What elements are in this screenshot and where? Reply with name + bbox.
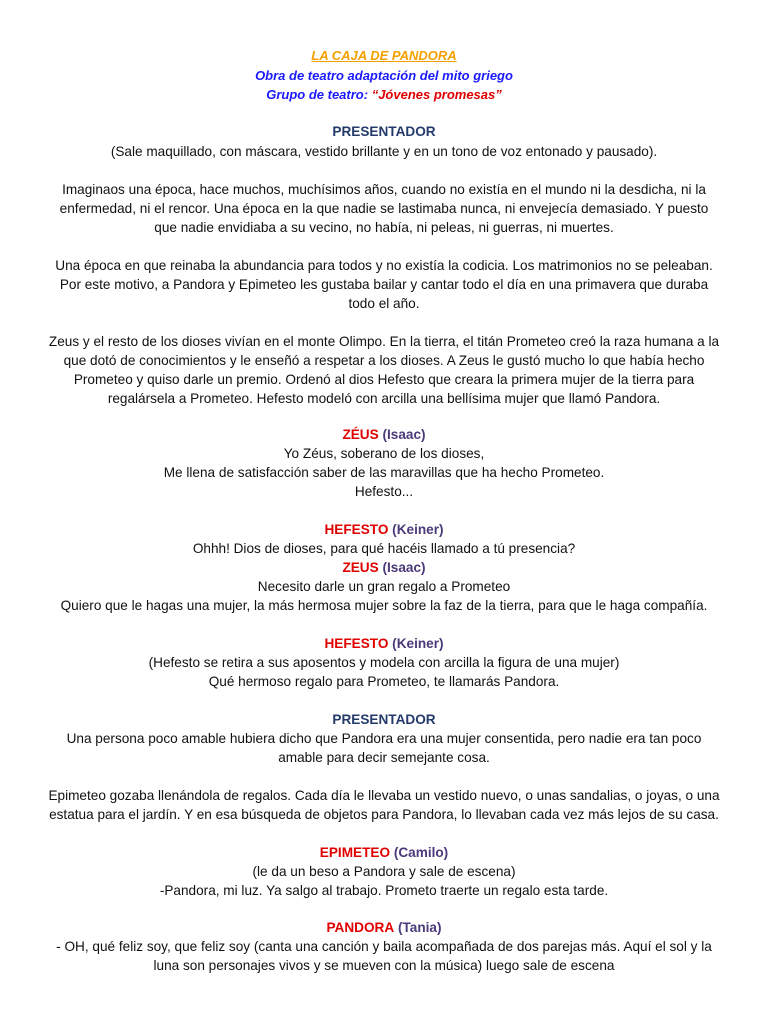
narration-line: Prometeo y quiso darle un premio. Ordenó al dios Hefesto que creara la primera mujer de la tierra para [73,372,695,387]
actor-name: (Camilo) [393,845,449,860]
stage-direction: (Sale maquillado, con máscara, vestido brillante y en un tono de voz entonado y pausado). [110,144,658,159]
actor-name: (Tania) [397,920,442,935]
narration-line: amable para decir semejante cosa. [278,750,490,765]
actor-name: (Isaac) [382,427,426,442]
actor-name: (Keiner) [392,522,444,537]
speaker-heading [0,710,768,729]
dialogue-line: Me llena de satisfacción saber de las maravillas que ha hecho Prometeo. [163,465,605,480]
speaker-name: HEFESTO [324,636,389,651]
dialogue-line: Necesito darle un gran regalo a Prometeo [257,579,511,594]
dialogue-line: Qué hermoso regalo para Prometeo, te llamarás Pandora. [208,674,560,689]
speaker-heading [0,122,768,141]
speaker-name: PRESENTADOR [332,124,436,139]
actor-name: (Keiner) [392,636,444,651]
narration-line: Zeus y el resto de los dioses vivían en el monte Olimpo. En la tierra, el titán Prometeo creó la raza humana a la [48,334,720,349]
theater-group-line [0,85,768,104]
narration-line: estatua para el jardín. Y en esa búsqueda de objetos para Pandora, lo llevaban cada vez más lejos de su casa. [49,807,719,822]
speaker-name: HEFESTO [324,522,389,537]
speaker-name: EPIMETEO [319,845,391,860]
narration-line: Por este motivo, a Pandora y Epimeteo les gustaba bailar y cantar todo el día en una primavera que duraba [59,277,709,292]
speaker-heading [0,520,768,539]
stage-direction: (Hefesto se retira a sus aposentos y modela con arcilla la figura de una mujer) [148,655,620,670]
document-subtitle: Obra de teatro adaptación del mito griego [255,68,513,83]
actor-name: (Isaac) [382,560,426,575]
speaker-heading [0,634,768,653]
dialogue-line: luna son personajes vivos y se mueven con la música) luego sale de escena [153,958,615,973]
narration-line: que dotó de conocimientos y le enseñó a respetar a los dioses. A Zeus le gustó mucho lo que había hecho [63,353,705,368]
theater-group-prefix: Grupo de teatro: [266,87,372,102]
narration-line: enfermedad, ni el rencor. Una época en la que nadie se lastimaba nunca, ni envejecía demasiado. Y puesto [59,201,709,216]
speaker-name: ZEUS [342,560,379,575]
narration-line: Una época en que reinaba la abundancia para todos y no existía la codicia. Los matrimonios no se peleaban. [55,258,713,273]
dialogue-line: -Pandora, mi luz. Ya salgo al trabajo. Prometo traerte un regalo esta tarde. [159,883,609,898]
speaker-name: PRESENTADOR [332,712,436,727]
speaker-name: PANDORA [326,920,395,935]
dialogue-line: Yo Zéus, soberano de los dioses, [283,446,485,461]
narration-line: Imaginaos una época, hace muchos, muchísimos años, cuando no existía en el mundo ni la desdicha, ni la [62,182,706,197]
narration-line: Epimeteo gozaba llenándola de regalos. Cada día le llevaba un vestido nuevo, o unas sandalias, o joyas, o una [48,788,720,803]
dialogue-line: Ohhh! Dios de dioses, para qué hacéis llamado a tú presencia? [192,541,576,556]
speaker-heading [0,843,768,862]
dialogue-line: Quiero que le hagas una mujer, la más hermosa mujer sobre la faz de la tierra, para que le haga compañía. [60,598,708,613]
narration-line: todo el año. [348,296,420,311]
narration-line: Una persona poco amable hubiera dicho que Pandora era una mujer consentida, pero nadie era tan poco [66,731,702,746]
narration-line: que nadie envidiaba a su vecino, no había, ni peleas, ni guerras, ni muertes. [154,220,614,235]
dialogue-line: - OH, qué feliz soy, que feliz soy (canta una canción y baila acompañada de dos parejas más. Aquí el sol y la [56,939,712,954]
document-title: LA CAJA DE PANDORA [311,48,457,63]
theater-group-name: “Jóvenes promesas” [371,87,502,102]
dialogue-line: Hefesto... [354,484,414,499]
speaker-name: ZÉUS [342,427,379,442]
stage-direction: (le da un beso a Pandora y sale de escena) [252,864,516,879]
speaker-heading [0,558,768,577]
narration-line: regalársela a Prometeo. Hefesto modeló con arcilla una bellísima mujer que llamó Pandora. [107,391,661,406]
speaker-heading [0,918,768,937]
speaker-heading [0,425,768,444]
